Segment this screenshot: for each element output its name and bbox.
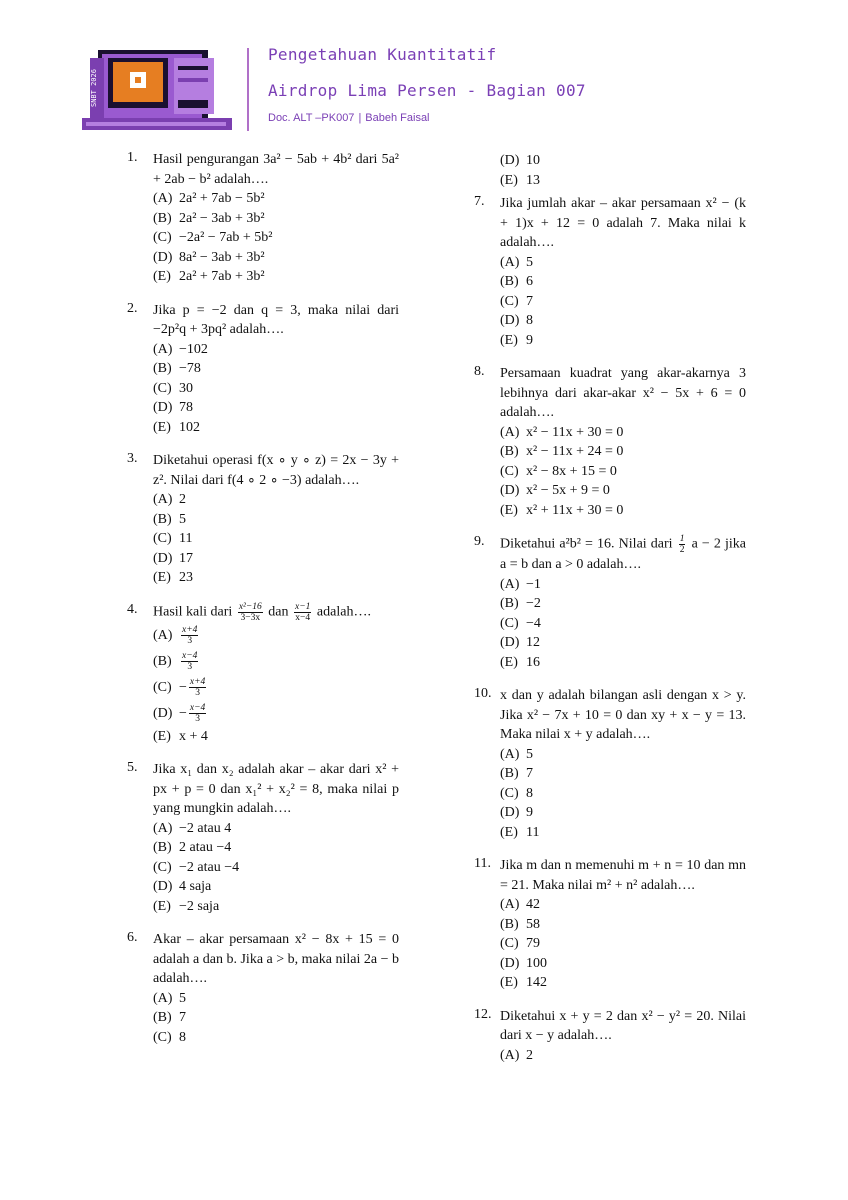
- option-letter: (E): [500, 502, 518, 518]
- question-text: Jika m dan n memenuhi m + n = 10 dan mn = 21. Maka nilai m² + n² adalah….: [500, 858, 746, 893]
- question-6-continued: [474, 151, 746, 190]
- doc-info: [268, 112, 430, 124]
- option-letter: (E): [153, 570, 171, 585]
- fraction-denominator: 2: [679, 545, 685, 555]
- option-letter: (A): [153, 341, 173, 357]
- option-prefix: −: [179, 679, 187, 695]
- option[interactable]: [474, 915, 746, 935]
- option-letter: (C): [153, 380, 172, 396]
- option[interactable]: [127, 623, 399, 649]
- question-text: Persamaan kuadrat yang akar-akarnya 3 lebihnya dari akar-akar x² − 5x + 6 = 0 adalah….: [500, 366, 746, 420]
- option-letter: (A): [500, 746, 520, 762]
- option-letter: (E): [153, 728, 171, 744]
- option[interactable]: [474, 292, 746, 312]
- option-prefix: −: [179, 705, 187, 721]
- question-number: 7.: [474, 194, 485, 209]
- option-letter: (E): [500, 654, 518, 670]
- option-letter: (B): [153, 210, 172, 226]
- option-letter: (B): [500, 274, 519, 289]
- option-letter: (C): [500, 936, 519, 951]
- option[interactable]: [127, 649, 399, 675]
- option-letter: (B): [153, 653, 172, 669]
- option[interactable]: [127, 267, 399, 287]
- option-letter: (B): [500, 596, 519, 611]
- option-letter: (E): [500, 332, 518, 348]
- option[interactable]: [474, 151, 746, 171]
- option-letter: (E): [500, 975, 518, 990]
- option-value: 102: [179, 419, 200, 435]
- option-value: x + 4: [179, 728, 208, 744]
- fraction-numerator: x+4: [182, 624, 198, 635]
- option-letter: (A): [153, 492, 173, 507]
- fraction: [238, 602, 263, 623]
- option-value: 10: [526, 153, 540, 168]
- option[interactable]: [474, 784, 746, 804]
- option-letter: (A): [153, 990, 173, 1006]
- question-text-part: Diketahui a²b² = 16. Nilai dari: [500, 536, 673, 552]
- option[interactable]: [127, 359, 399, 379]
- option[interactable]: [127, 568, 399, 588]
- option-letter: (C): [500, 785, 519, 801]
- question-text: Akar – akar persamaan x² − 8x + 15 = 0 adalah a dan b. Jika a > b, maka nilai 2a − b adalah….: [153, 932, 399, 986]
- option-value: 79: [526, 936, 540, 951]
- option-value: 13: [526, 172, 540, 188]
- fraction-numerator: x−1: [295, 601, 311, 612]
- question-number: 6.: [127, 930, 138, 945]
- option-letter: (B): [153, 1010, 172, 1025]
- option-letter: (D): [500, 153, 520, 168]
- question-text: [500, 534, 746, 575]
- question-text: Jika jumlah akar – akar persamaan x² − (k + 1)x + 12 = 0 adalah 7. Maka nilai k adalah….: [500, 196, 746, 250]
- doc-code: Doc. ALT –PK007: [268, 112, 355, 124]
- fraction: [181, 625, 198, 646]
- option[interactable]: [127, 701, 399, 727]
- option[interactable]: [127, 340, 399, 360]
- option-value: −4: [526, 615, 541, 631]
- option-letter: (B): [153, 511, 172, 527]
- option-letter: (C): [153, 230, 172, 245]
- option[interactable]: [474, 171, 746, 191]
- option-value: 5: [526, 746, 533, 762]
- option-letter: (A): [153, 627, 173, 643]
- option-value: 23: [179, 570, 193, 585]
- option-value: 2a² + 7ab − 5b²: [179, 191, 265, 206]
- option-letter: (B): [500, 444, 519, 459]
- option[interactable]: [474, 423, 746, 443]
- option-value: 30: [179, 380, 193, 396]
- option-letter: (C): [500, 463, 519, 479]
- question-number: 1.: [127, 150, 138, 165]
- option-letter: (E): [153, 898, 171, 914]
- option-value: −2 atau −4: [179, 859, 240, 875]
- option[interactable]: [127, 1008, 399, 1028]
- option[interactable]: [474, 253, 746, 273]
- option-letter: (B): [153, 361, 172, 376]
- option-letter: (C): [500, 615, 519, 631]
- question-number: 11.: [474, 856, 491, 871]
- question-6: [127, 930, 399, 1047]
- option-value: 16: [526, 654, 540, 670]
- option-letter: (E): [153, 419, 171, 435]
- option[interactable]: [127, 549, 399, 569]
- option-value: 78: [179, 400, 193, 415]
- fraction: [189, 703, 206, 724]
- option-letter: (C): [153, 531, 172, 546]
- option-value: −1: [526, 576, 541, 592]
- option-value: 4 saja: [179, 879, 212, 894]
- question-number: 9.: [474, 534, 485, 549]
- option-value: 9: [526, 805, 533, 820]
- question-9: [474, 534, 746, 672]
- logo-text: SNBT 2026: [90, 69, 98, 107]
- option[interactable]: [474, 653, 746, 673]
- fraction-numerator: 1: [679, 534, 685, 544]
- option-letter: (E): [500, 824, 518, 840]
- option-value: x² + 11x + 30 = 0: [526, 502, 624, 518]
- question-number: 10.: [474, 686, 492, 701]
- option[interactable]: [474, 764, 746, 784]
- fraction-denominator: 3−3x: [240, 612, 261, 623]
- option-value: 5: [526, 254, 533, 270]
- option[interactable]: [127, 727, 399, 747]
- option-letter: (D): [153, 550, 173, 566]
- option-value: 142: [526, 975, 547, 990]
- option[interactable]: [474, 575, 746, 595]
- fraction-numerator: x−4: [182, 650, 198, 661]
- option-value: 6: [526, 274, 533, 289]
- option-letter: (D): [500, 955, 520, 971]
- option[interactable]: [127, 529, 399, 549]
- option-letter: (A): [500, 254, 520, 270]
- option[interactable]: [474, 481, 746, 501]
- computer-logo: [78, 44, 238, 136]
- question-1: [127, 150, 399, 287]
- option[interactable]: [127, 490, 399, 510]
- option[interactable]: [474, 462, 746, 482]
- question-text: Jika x₁ dan x₂ adalah akar – akar dari x² + px + p = 0 dan x₁² + x₂² = 8, maka nilai p yang mungkin adalah….: [153, 762, 399, 816]
- option-value: 2 atau −4: [179, 840, 232, 855]
- fraction: [189, 677, 206, 698]
- option-letter: (D): [153, 400, 173, 415]
- option-value: 7: [526, 293, 533, 309]
- option-letter: (D): [500, 805, 520, 820]
- fraction-denominator: 3: [187, 661, 193, 672]
- question-text-part: a − 2 jika a = b dan a > 0 adalah….: [500, 536, 747, 572]
- option-letter: (A): [153, 820, 173, 836]
- option[interactable]: [474, 895, 746, 915]
- left-column: [127, 150, 399, 1061]
- option[interactable]: [474, 614, 746, 634]
- option-value: 8: [526, 313, 533, 328]
- option-letter: (A): [500, 897, 520, 912]
- question-4: [127, 602, 399, 747]
- option-letter: (B): [153, 840, 172, 855]
- option-letter: (A): [153, 191, 173, 206]
- option-value: 8a² − 3ab + 3b²: [179, 249, 265, 265]
- question-8: [474, 364, 746, 520]
- option-value: x² − 11x + 30 = 0: [526, 424, 624, 440]
- option-value: x² − 5x + 9 = 0: [526, 483, 610, 498]
- right-column: [474, 150, 746, 1079]
- option[interactable]: [127, 897, 399, 917]
- option-letter: (B): [500, 766, 519, 781]
- fraction: [294, 602, 311, 623]
- option[interactable]: [127, 418, 399, 438]
- question-text: [153, 602, 399, 623]
- option[interactable]: [127, 877, 399, 897]
- question-text: x dan y adalah bilangan asli dengan x > y. Jika x² − 7x + 10 = 0 dan xy + x − y = 13. Maka nilai x + y adalah….: [500, 688, 746, 742]
- option-letter: (B): [500, 916, 519, 932]
- doc-separator: |: [358, 112, 362, 124]
- option-value: x² − 8x + 15 = 0: [526, 463, 617, 479]
- question-number: 5.: [127, 760, 138, 775]
- option-value: 2: [526, 1047, 533, 1063]
- option-value: 2: [179, 492, 186, 507]
- question-10: [474, 686, 746, 842]
- fraction: [181, 651, 198, 672]
- option[interactable]: [474, 331, 746, 351]
- option-value: 2a² − 3ab + 3b²: [179, 210, 265, 226]
- fraction-denominator: 3: [195, 713, 200, 724]
- option-letter: (D): [500, 635, 520, 650]
- option[interactable]: [127, 675, 399, 701]
- option[interactable]: [474, 954, 746, 974]
- option-value: 8: [526, 785, 533, 801]
- option-value: 58: [526, 916, 540, 932]
- fraction-numerator: x+4: [189, 676, 206, 687]
- question-text-part: dan: [268, 604, 289, 620]
- option-letter: (D): [500, 483, 520, 498]
- option-value: x² − 11x + 24 = 0: [526, 444, 624, 459]
- question-text: Diketahui x + y = 2 dan x² − y² = 20. Nilai dari x − y adalah….: [500, 1008, 746, 1043]
- question-number: 12.: [474, 1006, 492, 1022]
- option-value: 12: [526, 635, 540, 650]
- option-value: −102: [179, 341, 208, 357]
- option[interactable]: [474, 442, 746, 462]
- option-value: 2a² + 7ab + 3b²: [179, 269, 265, 284]
- option-letter: (C): [153, 1029, 172, 1045]
- fraction-denominator: x−4: [295, 612, 311, 623]
- option-value: 11: [179, 531, 193, 546]
- option-value: 7: [179, 1010, 186, 1025]
- option-letter: (C): [500, 293, 519, 309]
- fraction-denominator: 3: [187, 635, 193, 646]
- question-5: [127, 760, 399, 916]
- option-value: −2: [526, 596, 541, 611]
- option-letter: (E): [500, 172, 518, 188]
- option-letter: (E): [153, 269, 171, 284]
- option[interactable]: [127, 228, 399, 248]
- option-letter: (D): [153, 705, 173, 721]
- option-value: 42: [526, 897, 540, 912]
- question-12: [474, 1007, 746, 1066]
- fraction-numerator: x²−16: [238, 601, 262, 612]
- option[interactable]: [474, 501, 746, 521]
- doc-author: Babeh Faisal: [365, 112, 430, 124]
- option-letter: (D): [153, 879, 173, 894]
- question-text: Jika p = −2 dan q = 3, maka nilai dari −2p²q + 3pq² adalah….: [153, 302, 399, 337]
- option[interactable]: [127, 189, 399, 209]
- option[interactable]: [474, 745, 746, 765]
- question-11: [474, 856, 746, 993]
- option-value: −2a² − 7ab + 5b²: [179, 230, 273, 245]
- question-number: 8.: [474, 364, 485, 379]
- option-value: 17: [179, 550, 193, 566]
- option-value: 8: [179, 1029, 186, 1045]
- option[interactable]: [127, 989, 399, 1009]
- option[interactable]: [474, 934, 746, 954]
- question-number: 4.: [127, 601, 138, 617]
- option-value: 7: [526, 766, 533, 781]
- option[interactable]: [127, 819, 399, 839]
- option[interactable]: [474, 1046, 746, 1066]
- option-letter: (C): [153, 859, 172, 875]
- option[interactable]: [474, 272, 746, 292]
- question-text-part: Hasil kali dari: [153, 604, 233, 620]
- option-letter: (D): [153, 249, 173, 265]
- question-text: Hasil pengurangan 3a² − 5ab + 4b² dari 5a² + 2ab − b² adalah….: [153, 152, 399, 187]
- option[interactable]: [474, 594, 746, 614]
- fraction-numerator: x−4: [189, 702, 206, 713]
- option[interactable]: [127, 1028, 399, 1048]
- option-value: −2 saja: [179, 898, 220, 914]
- option[interactable]: [127, 858, 399, 878]
- option-value: 5: [179, 511, 186, 527]
- document-title: Airdrop Lima Persen - Bagian 007: [268, 81, 586, 100]
- option[interactable]: [127, 510, 399, 530]
- option-value: 100: [526, 955, 547, 971]
- header-divider: [247, 48, 249, 131]
- fraction: [679, 534, 686, 555]
- question-7: [474, 194, 746, 350]
- option-value: 11: [526, 824, 540, 840]
- option[interactable]: [127, 379, 399, 399]
- option[interactable]: [474, 633, 746, 653]
- option-letter: (D): [500, 313, 520, 328]
- question-text-part: adalah….: [316, 604, 371, 620]
- option[interactable]: [127, 248, 399, 268]
- option[interactable]: [474, 803, 746, 823]
- option[interactable]: [474, 823, 746, 843]
- question-text: Diketahui operasi f(x ∘ y ∘ z) = 2x − 3y + z². Nilai dari f(4 ∘ 2 ∘ −3) adalah….: [153, 453, 399, 488]
- option[interactable]: [474, 311, 746, 331]
- option-value: −2 atau 4: [179, 820, 232, 836]
- option-letter: (A): [500, 1047, 520, 1063]
- option[interactable]: [474, 973, 746, 993]
- option[interactable]: [127, 398, 399, 418]
- option-value: −78: [179, 361, 201, 376]
- question-3: [127, 451, 399, 588]
- question-number: 3.: [127, 451, 138, 466]
- option-letter: (A): [500, 424, 520, 440]
- option-value: 9: [526, 332, 533, 348]
- question-2: [127, 301, 399, 438]
- option[interactable]: [127, 209, 399, 229]
- option-letter: (C): [153, 679, 172, 695]
- option[interactable]: [127, 838, 399, 858]
- question-number: 2.: [127, 300, 138, 316]
- fraction-denominator: 3: [195, 687, 200, 698]
- subject-title: Pengetahuan Kuantitatif: [268, 45, 497, 64]
- option-value: 5: [179, 990, 186, 1006]
- option-letter: (A): [500, 576, 520, 592]
